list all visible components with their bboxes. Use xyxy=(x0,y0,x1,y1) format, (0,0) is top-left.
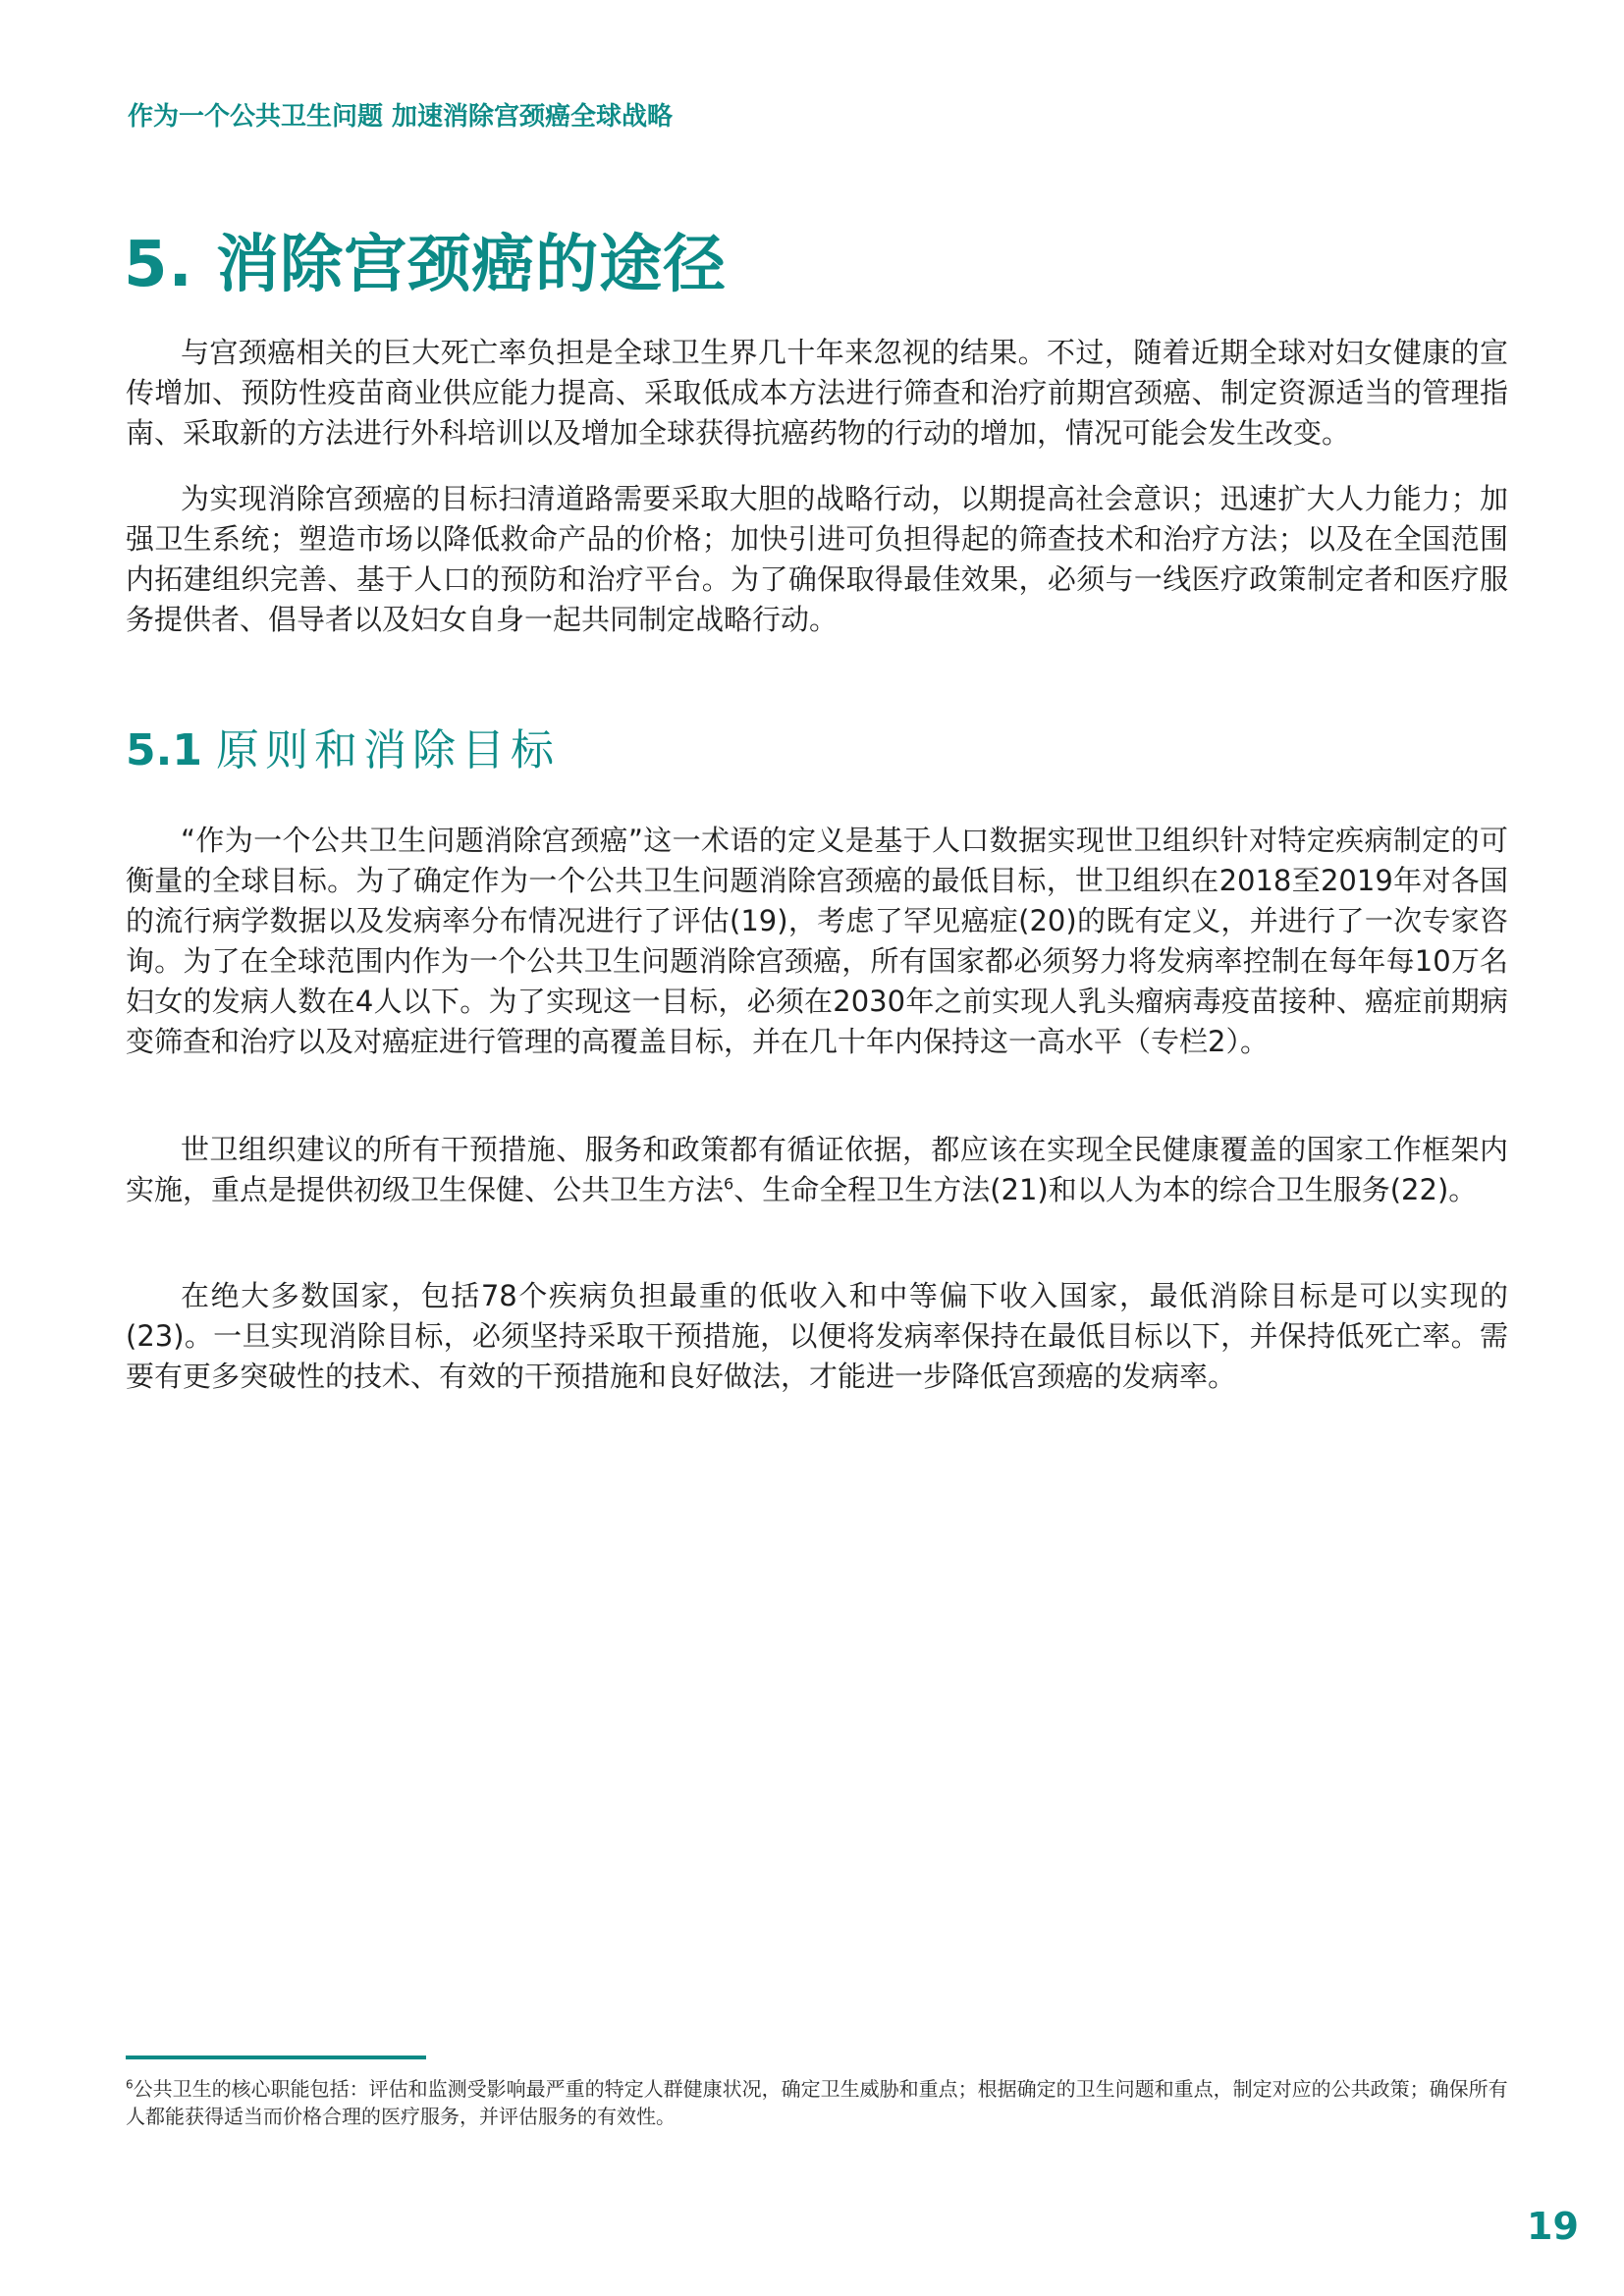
body-paragraph xyxy=(126,1130,1508,1210)
subsection-heading xyxy=(126,715,560,777)
footnote-reference[interactable]: 6 xyxy=(724,1174,734,1194)
footnote xyxy=(126,2075,1508,2130)
body-paragraph: 在绝大多数国家，包括78个疾病负担最重的低收入和中等偏下收入国家，最低消除目标是可以实现的(23)。一旦实现消除目标，必须坚持采取干预措施，以便将发病率保持在最低目标以下，并保持低死亡率。需要有更多突破性的技术、有效的干预措施和良好做法，才能进一步降低宫颈癌的发病率。 xyxy=(126,1279,1508,1393)
body-paragraph: “作为一个公共卫生问题消除宫颈癌”这一术语的定义是基于人口数据实现世卫组织针对特定疾病制定的可衡量的全球目标。为了确定作为一个公共卫生问题消除宫颈癌的最低目标，世卫组织在2018至2019年对各国的流行病学数据以及发病率分布情况进行了评估(19)，考虑了罕见癌症(20)的既有定义，并进行了一次专家咨询。为了在全球范围内作为一个公共卫生问题消除宫颈癌，所有国家都必须努力将发病率控制在每年每10万名妇女的发病人数在4人以下。为了实现这一目标，必须在2030年之前实现人乳头瘤病毒疫苗接种、癌症前期病变筛查和治疗以及对癌症进行管理的高覆盖目标，并在几十年内保持这一高水平（专栏2）。 xyxy=(126,824,1508,1058)
section-title: 5. 消除宫颈癌的途径 xyxy=(124,229,728,301)
body-paragraph: 与宫颈癌相关的巨大死亡率负担是全球卫生界几十年来忽视的结果。不过，随着近期全球对妇女健康的宣传增加、预防性疫苗商业供应能力提高、采取低成本方法进行筛查和治疗前期宫颈癌、制定资源适当的管理指南、采取新的方法进行外科培训以及增加全球获得抗癌药物的行动的增加，情况可能会发生改变。 xyxy=(126,336,1508,450)
paragraph-text: 、生命全程卫生方法(21)和以人为本的综合卫生服务(22)。 xyxy=(733,1173,1478,1206)
paragraph-text: 世卫组织建议的所有干预措施、服务和政策都有循证依据，都应该在实现全民健康覆盖的国家工作框架内实施，重点是提供初级卫生保健、公共卫生方法 xyxy=(126,1133,1508,1206)
footnote-marker: 6 xyxy=(126,2077,134,2092)
footnote-divider xyxy=(126,2056,426,2059)
footnote-text: 公共卫生的核心职能包括：评估和监测受影响最严重的特定人群健康状况，确定卫生威胁和重点；根据确定的卫生问题和重点，制定对应的公共政策；确保所有人都能获得适当而价格合理的医疗服务，并评估服务的有效性。 xyxy=(126,2077,1508,2128)
running-header: 作为一个公共卫生问题 加速消除宫颈癌全球战略 xyxy=(128,102,674,132)
subsection-number: 5.1 xyxy=(126,725,202,775)
body-paragraph: 为实现消除宫颈癌的目标扫清道路需要采取大胆的战略行动，以期提高社会意识；迅速扩大人力能力；加强卫生系统；塑造市场以降低救命产品的价格；加快引进可负担得起的筛查技术和治疗方法；以及在全国范围内拓建组织完善、基于人口的预防和治疗平台。为了确保取得最佳效果，必须与一线医疗政策制定者和医疗服务提供者、倡导者以及妇女自身一起共同制定战略行动。 xyxy=(126,482,1508,636)
subsection-title: 原则和消除目标 xyxy=(215,725,560,775)
page-number: 19 xyxy=(1527,2205,1579,2248)
